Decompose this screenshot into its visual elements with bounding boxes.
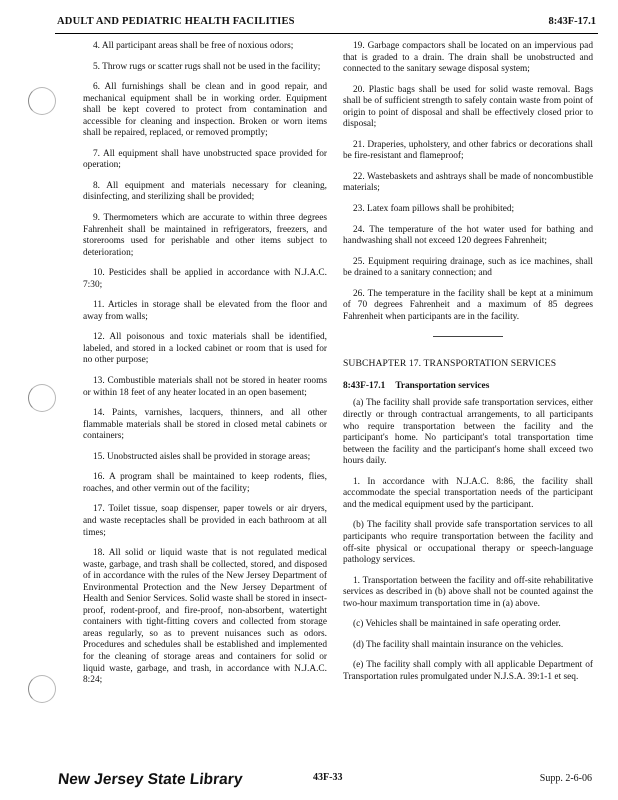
section-number: 8:43F-17.1 — [343, 380, 386, 391]
paragraph-d: (d) The facility shall maintain insurance on the vehicles. — [353, 639, 564, 650]
supplement-date: Supp. 2-6-06 — [539, 773, 592, 784]
rule-item: 8. All equipment and materials necessary for cleaning, disinfecting, and sterilizing shall be provided; — [83, 180, 327, 203]
left-column — [83, 41, 327, 696]
punch-hole-top — [28, 87, 56, 115]
rule-item: 22. Wastebaskets and ashtrays shall be made of noncombustible materials; — [343, 171, 593, 194]
rule-item: 20. Plastic bags shall be used for solid waste removal. Bags shall be of sufficient strength to safely contain waste from point of origin to point of disposal and shall be effectively closed prior to disposal; — [343, 84, 593, 130]
page-header — [55, 13, 598, 34]
rule-item: 14. Paints, varnishes, lacquers, thinners, and all other flammable materials shall be stored in closed metal cabinets or containers; — [83, 408, 327, 442]
rule-item: 17. Toilet tissue, soap dispenser, paper towels or air dryers, and waste receptacles shall be provided in each bathroom at all times; — [83, 504, 327, 538]
rule-item: 25. Equipment requiring drainage, such as ice machines, shall be drained to a sanitary connection; and — [343, 256, 593, 279]
rule-item: 21. Draperies, upholstery, and other fabrics or decorations shall be fire-resistant and flameproof; — [343, 139, 593, 162]
library-stamp: New Jersey State Library — [57, 771, 244, 788]
rule-item: 11. Articles in storage shall be elevated from the floor and away from walls; — [83, 300, 327, 322]
paragraph-b1: 1. Transportation between the facility and off-site rehabilitative services as described in (b) above shall not be counted against the two-hour maximum transportation time in (a) above. — [343, 575, 593, 609]
rule-item: 23. Latex foam pillows shall be prohibited; — [353, 204, 515, 215]
rule-item: 7. All equipment shall have unobstructed space provided for operation; — [83, 148, 327, 171]
paragraph-b: (b) The facility shall provide safe transportation services to all participants who require transportation between the facility and off-site physical or occupational therapy or speech-language pathology services. — [343, 520, 593, 566]
rule-item: 6. All furnishings shall be clean and in good repair, and mechanical equipment shall be in working order. Equipment shall be kept covered to protect from contamination and accessible for cleaning and inspection. Broken or worn items shall be repaired, replaced, or removed promptly; — [83, 82, 327, 139]
rule-item: 5. Throw rugs or scatter rugs shall not be used in the facility; — [93, 61, 321, 72]
paragraph-a1: 1. In accordance with N.J.A.C. 8:86, the facility shall accommodate the special transportation needs of the participant and the medical equipment used by the participant. — [343, 476, 593, 510]
rule-item: 13. Combustible materials shall not be stored in heater rooms or within 18 feet of any heater located in an open basement; — [83, 376, 327, 398]
running-head-section: 8:43F-17.1 — [548, 16, 596, 27]
page-number: 43F-33 — [313, 772, 343, 783]
section-heading — [343, 381, 593, 393]
section-title: Transportation services — [395, 380, 490, 391]
rule-item: 18. All solid or liquid waste that is not regulated medical waste, garbage, and trash shall be collected, stored, and disposed of in accordance with the rules of the New Jersey Department of Environmental Protection and the New Jersey Department of Health and Senior Services. Solid waste shall be stored in insect-proof, rodent-proof, and fire-proof, non-absorbent, watertight containers with tight-fitting covers and collected from storage areas regularly, so as to prevent nuisances such as odors. Procedures and schedules shall be established and implemented for the cleaning of storage areas and containers for solid or liquid waste, garbage, and trash, in accordance with N.J.A.C. 8:24; — [83, 548, 327, 686]
rule-item: 4. All participant areas shall be free of noxious odors; — [93, 41, 294, 51]
paragraph-a: (a) The facility shall provide safe transportation services, either directly or through contractual arrangements, to all participants who require transportation between the facility and the participant's home. No participant's total transportation time between the facility and the participant's home shall exceed two hours daily. — [343, 398, 593, 467]
right-column — [343, 41, 593, 692]
rule-item: 24. The temperature of the hot water used for bathing and handwashing shall not exceed 120 degrees Fahrenheit; — [343, 224, 593, 247]
running-head-title: ADULT AND PEDIATRIC HEALTH FACILITIES — [57, 16, 295, 27]
rule-item: 19. Garbage compactors shall be located on an impervious pad that is graded to a drain. The drain shall be unobstructed and connected to the sanitary sewage disposal system; — [343, 41, 593, 75]
punch-hole-bottom — [28, 675, 56, 703]
rule-item: 9. Thermometers which are accurate to within three degrees Fahrenheit shall be maintained in refrigerators, freezers, and storerooms used for perishable and other items subject to deterioration; — [83, 213, 327, 258]
rule-item: 16. A program shall be maintained to keep rodents, flies, roaches, and other vermin out of the facility; — [83, 472, 327, 494]
punch-hole-middle — [28, 384, 56, 412]
rule-item: 10. Pesticides shall be applied in accordance with N.J.A.C. 7:30; — [83, 268, 327, 290]
rule-item: 12. All poisonous and toxic materials shall be identified, labeled, and stored in a locked cabinet or room that is used for no other purpose; — [83, 332, 327, 366]
rule-item: 26. The temperature in the facility shall be kept at a minimum of 70 degrees Fahrenheit and a maximum of 85 degrees Fahrenheit when participants are in the facility. — [343, 288, 593, 322]
paragraph-c: (c) Vehicles shall be maintained in safe operating order. — [353, 619, 561, 630]
subchapter-heading: SUBCHAPTER 17. TRANSPORTATION SERVICES — [343, 358, 557, 370]
paragraph-e: (e) The facility shall comply with all applicable Department of Transportation rules promulgated under N.J.S.A. 39:1-1 et seq. — [343, 660, 593, 682]
section-divider — [433, 336, 503, 337]
rule-item: 15. Unobstructed aisles shall be provided in storage areas; — [93, 451, 311, 462]
